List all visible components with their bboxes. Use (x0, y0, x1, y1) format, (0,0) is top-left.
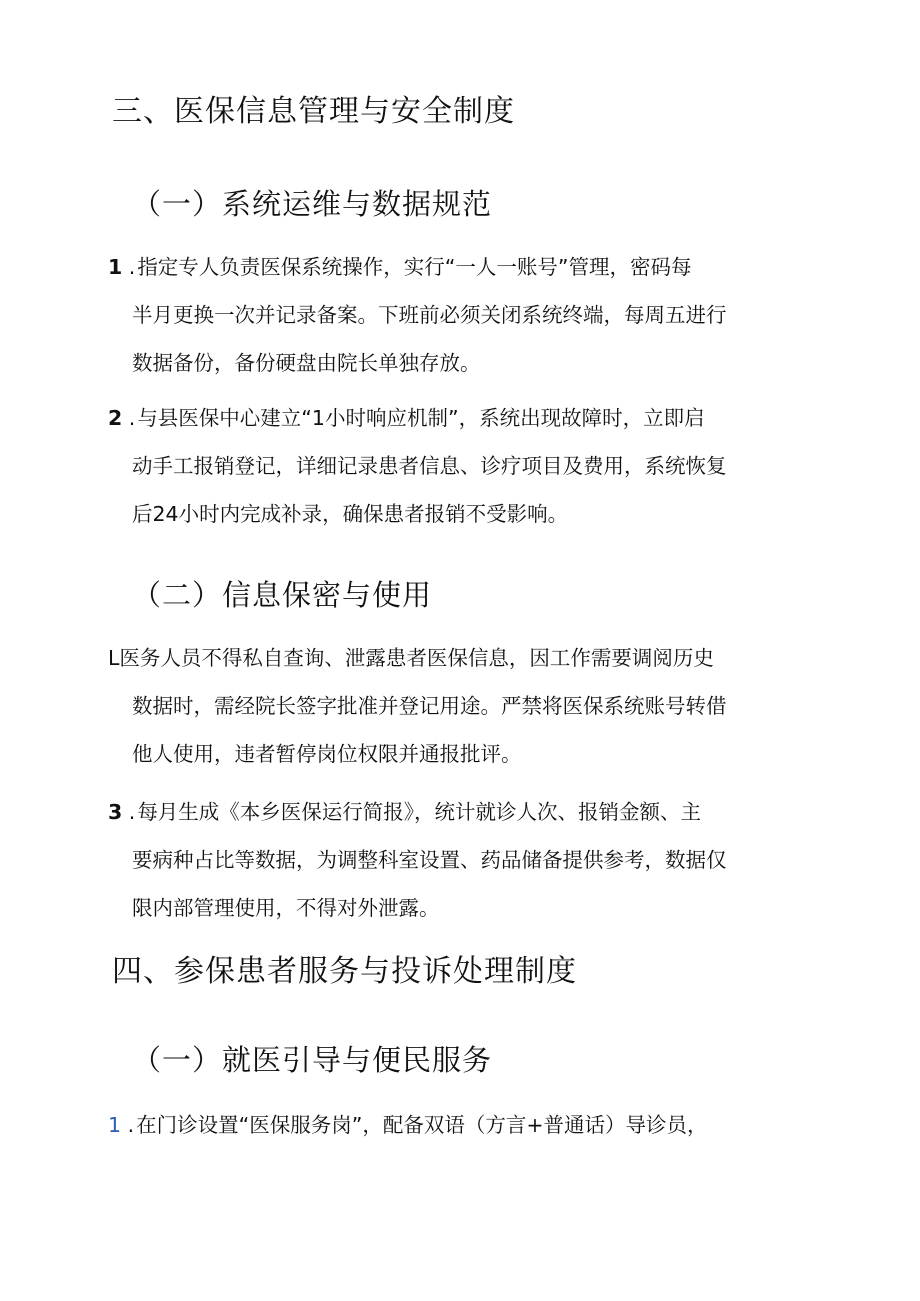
list-item-line: 要病种占比等数据，为调整科室设置、药品储备提供参考，数据仅 (132, 848, 727, 872)
list-item-line: 半月更换一次并记录备案。下班前必须关闭系统终端，每周五进行 (132, 303, 727, 327)
item-number: 3 (108, 800, 123, 824)
item-number: 1 (108, 1113, 122, 1137)
item-number: 2 (108, 406, 123, 430)
list-item-line: 后24小时内完成补录，确保患者报销不受影响。 (132, 502, 569, 526)
list-item-line: 2 .与县医保中心建立“1小时响应机制”，系统出现故障时，立即启 (108, 406, 705, 430)
subsection-heading-4-1: （一）就医引导与便民服务 (132, 1043, 493, 1077)
list-item-3-2-3 (108, 788, 808, 932)
subsection-heading-3-2: （二）信息保密与使用 (132, 578, 433, 612)
item-text: 在门诊设置“医保服务岗”，配备双语（方言+普通话）导诊员， (136, 1113, 708, 1137)
list-item-line: 1 .在门诊设置“医保服务岗”，配备双语（方言+普通话）导诊员， (108, 1113, 708, 1137)
section-heading-3: 三、医保信息管理与安全制度 (112, 94, 515, 129)
list-item-line: 1 .指定专人负责医保系统操作，实行“一人一账号”管理，密码每 (108, 255, 692, 279)
list-item-line: 数据备份，备份硬盘由院长单独存放。 (132, 351, 481, 375)
list-item-line: 3 .每月生成《本乡医保运行简报》，统计就诊人次、报销金额、主 (108, 800, 702, 824)
section-heading-4: 四、参保患者服务与投诉处理制度 (112, 954, 577, 989)
item-text: 与县医保中心建立“1小时响应机制”，系统出现故障时，立即启 (137, 406, 705, 430)
subsection-heading-3-1: （一）系统运维与数据规范 (132, 187, 493, 221)
item-text: 每月生成《本乡医保运行简报》，统计就诊人次、报销金额、主 (137, 800, 702, 824)
list-item-line: 限内部管理使用，不得对外泄露。 (132, 896, 440, 920)
list-item-line (108, 634, 808, 682)
list-item-line: 数据时，需经院长签字批准并登记用途。严禁将医保系统账号转借 (132, 694, 727, 718)
list-item-3-2-1 (108, 634, 808, 778)
list-item-3-1-2 (108, 394, 808, 538)
item-text: 医务人员不得私自查询、泄露患者医保信息，因工作需要调阅历史 (119, 646, 714, 670)
list-item-line: 他人使用，违者暂停岗位权限并通报批评。 (132, 742, 522, 766)
list-item-line: 动手工报销登记，详细记录患者信息、诊疗项目及费用，系统恢复 (132, 454, 727, 478)
item-number: 1 (108, 255, 123, 279)
list-item-3-1-1 (108, 243, 808, 387)
item-text: 指定专人负责医保系统操作，实行“一人一账号”管理，密码每 (137, 255, 692, 279)
list-item-4-1-1 (108, 1101, 808, 1149)
item-number: L (108, 646, 120, 670)
